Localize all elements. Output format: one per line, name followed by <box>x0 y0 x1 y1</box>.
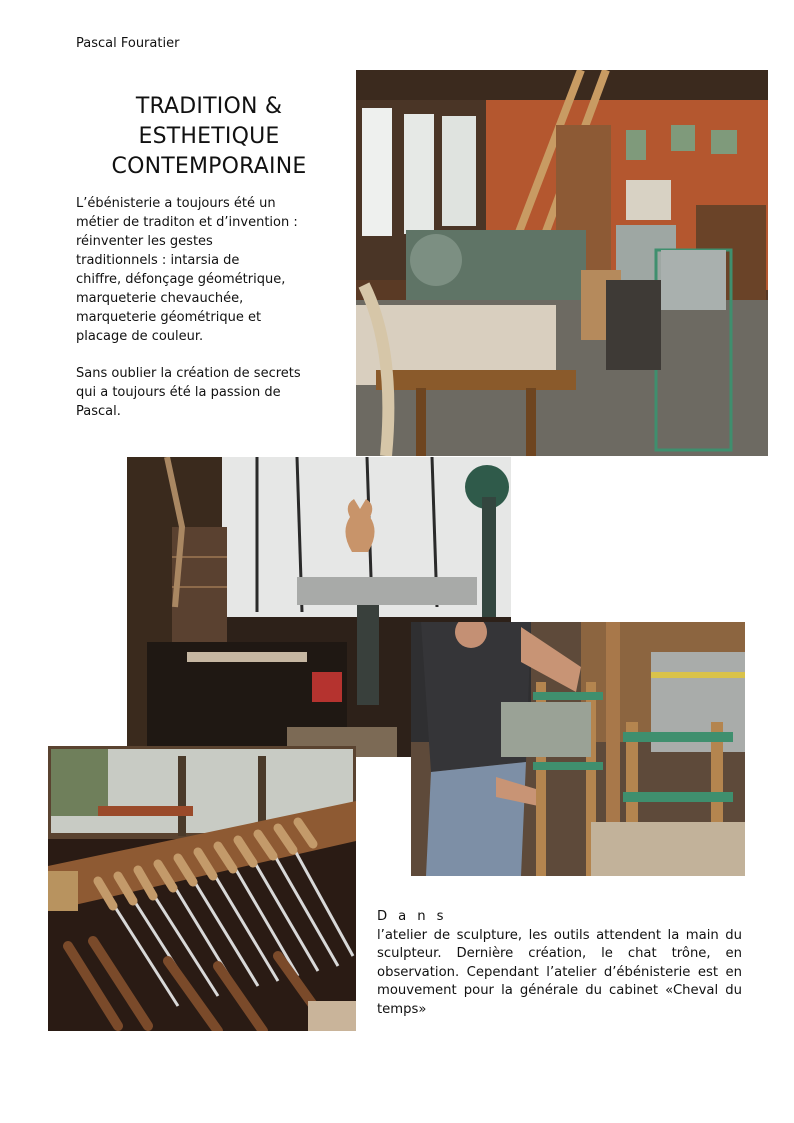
intro-paragraph-1 <box>76 194 338 346</box>
intro-line: L’ébénisterie a toujours été un <box>76 196 276 211</box>
title-line-3: CONTEMPORAINE <box>111 154 307 179</box>
caption-lead-word: Dans <box>377 909 455 924</box>
author-name: Pascal Fouratier <box>76 36 180 51</box>
photo-caption <box>377 908 742 1019</box>
intro-line: placage de couleur. <box>76 329 204 344</box>
title-line-1: TRADITION & <box>135 94 283 119</box>
page-title <box>76 92 342 182</box>
chisels-photo <box>48 746 356 1031</box>
intro-paragraph-2 <box>76 364 338 421</box>
intro-line: traditionnels : intarsia de <box>76 253 240 268</box>
intro-line: marqueterie géométrique et <box>76 310 262 325</box>
intro-line: réinventer les gestes <box>76 234 213 249</box>
intro-line: métier de traditon et d’invention : <box>76 215 298 230</box>
intro-text <box>76 194 338 439</box>
caption-text: l’atelier de sculpture, les outils attendent la main du sculpteur. Dernière création, le chat trône, en observation. Cependant l’atelier d’ébénisterie est en mouvement pour la générale du cabinet «Cheval du temps» <box>377 927 742 1017</box>
workshop-photo <box>356 70 768 456</box>
intro-line: qui a toujours été la passion de <box>76 385 281 400</box>
intro-line: chiffre, défonçage géométrique, <box>76 272 286 287</box>
craftsman-photo <box>411 622 745 876</box>
intro-line: marqueterie chevauchée, <box>76 291 244 306</box>
intro-line: Sans oublier la création de secrets <box>76 366 301 381</box>
title-line-2: ESTHETIQUE <box>138 124 280 149</box>
intro-line: Pascal. <box>76 404 121 419</box>
